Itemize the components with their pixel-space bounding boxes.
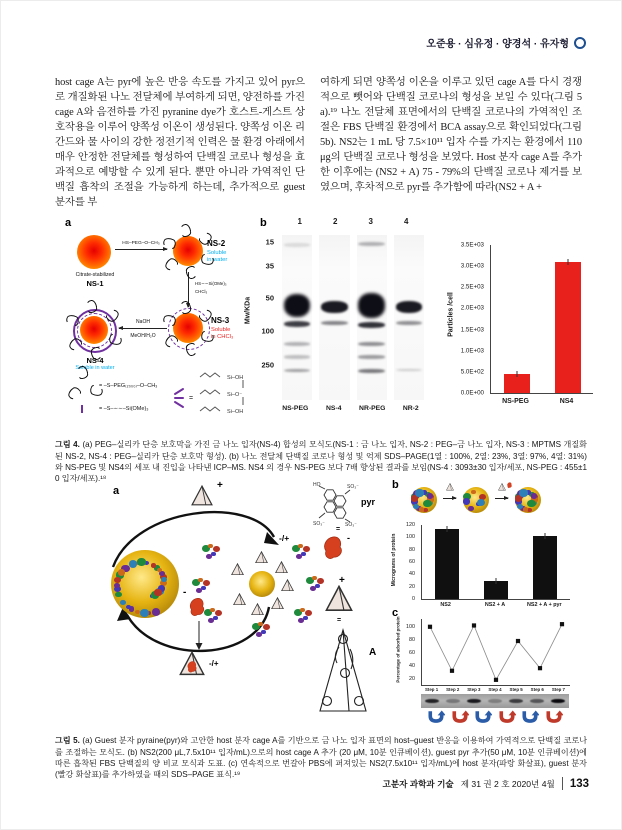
released-protein	[305, 573, 327, 593]
peg-chain-loop	[185, 342, 198, 356]
svg-text:Si–OH: Si–OH	[227, 375, 244, 381]
bar-slot	[471, 525, 520, 599]
gel-tick-label: 35	[265, 261, 274, 271]
protein-dot	[126, 605, 131, 610]
figure-5-caption	[55, 735, 587, 781]
protein-band	[284, 342, 311, 346]
protein-dot	[303, 546, 310, 552]
data-bar	[484, 581, 508, 600]
pyranine-structure-drawing	[313, 481, 359, 532]
bound-pyranine-blob	[187, 661, 197, 674]
protein-dot	[317, 578, 324, 584]
protein-band	[284, 243, 311, 246]
x-step-label: Step 2	[446, 687, 460, 692]
footer-divider	[562, 777, 563, 790]
protein-dot	[161, 577, 167, 583]
figure-4-caption-label: 그림 4.	[55, 440, 80, 450]
protein-dot	[263, 624, 270, 630]
protein-dot	[415, 489, 424, 497]
mini-corona-3	[511, 485, 545, 515]
strip-protein-band	[530, 699, 544, 704]
figure-4-caption-text: (a) PEG–실리카 단층 보호막을 가진 금 나노 입자(NS-4) 합성의 모식도(NS-1 : 금 나노 입자, NS-2 : PEG–금 나노 입자, NS-3 : MPTMS 개질화된 NS-2, NS-4 : PEG–실리카 단층 보호막 형성). (b) 나노 전달체 단백질 코로나 형성 및 억제 SDS–PAGE(1열 : 100%, 2열: 23%, 3열: 97%, 4열: 31%)와 NS-PEG 및 NS4의 세포 내 진입을 나타낸 ICP–MS. NS4 의 경우 NS-PEG 보다 7배 향상된 결과를 보임(NS-4 : 3093±30 입자/세포, NS-PEG : 455±10 입자/세포).¹⁸	[55, 440, 587, 484]
gel-lane-number: 4	[404, 217, 409, 226]
ns2-solubility-1: Soluble	[207, 250, 227, 256]
svg-text:Si–O⁻: Si–O⁻	[227, 392, 243, 398]
cage-a-label: A	[369, 647, 377, 658]
mini-arrow-1	[443, 498, 456, 499]
x-step-label: Step 1	[424, 687, 439, 692]
mini-corona-1	[407, 485, 441, 515]
complex-charge-label: -/+	[209, 659, 219, 668]
bound-cage-icon	[233, 593, 246, 606]
protein-dot	[519, 489, 528, 497]
protein-corona-nanoparticle	[100, 541, 190, 627]
strip-protein-band	[551, 699, 565, 704]
issue-info: 제 31 권 2 호 2020년 4월	[460, 778, 555, 789]
mini-add-cage-icon	[446, 483, 454, 491]
figure-5a-label: a	[113, 485, 120, 497]
gel-tick-label: 50	[265, 293, 274, 303]
protein-band	[284, 369, 311, 372]
pyr-equals: =	[336, 526, 341, 533]
x-category-label: NS-PEG	[502, 398, 529, 405]
protein-dot	[527, 500, 536, 508]
x-category-label: NS2	[440, 602, 451, 608]
chart-y-ticks	[401, 522, 417, 602]
released-protein	[203, 605, 225, 625]
u-arrow-icon	[451, 710, 469, 729]
protein-dot	[301, 552, 306, 556]
strip-protein-band	[467, 699, 481, 704]
figure-5-caption-text: (a) Guest 분자 pyraine(pyr)와 고안한 host 분자 cage A를 기반으로 금 나노 입자 표면의 host–guest 반응을 이용하여 가역적으로 단백질 코로나를 조절하는 모식도. (b) NS2(200 μL,7.5x10¹¹ 입자/mL)으로의 host cage A 추가 (20 μM, 10분 인큐베이션), guest pyr 추가(50 μM, 10분 인큐베이션)에 따른 흡착된 FBS 단백질의 양 비교 모식과 도표. (c) 연속적으로 번갈아 PBS에 퍼져있는 NS2(7.5x10¹¹ 입자/mL)에 host 분자(파랑 화살표), guest 분자(빨강 화살표)를 추가하였을 때의 SDS–PAGE 표식.¹⁹	[55, 736, 588, 780]
data-bar	[435, 529, 459, 599]
protein-band	[284, 355, 311, 358]
protein-dot	[463, 498, 470, 504]
figure-5	[55, 479, 587, 725]
released-protein	[291, 541, 313, 561]
gel-y-axis-label: Mw/KDa	[244, 296, 252, 325]
chart-y-ticks	[401, 619, 417, 685]
error-bar	[495, 578, 496, 584]
bound-cage-icon	[231, 563, 244, 576]
protein-band	[321, 321, 348, 325]
cage-structure-drawing	[317, 627, 369, 724]
released-protein	[191, 575, 213, 595]
strip-protein-band	[425, 699, 439, 704]
protein-dot	[305, 610, 312, 616]
author-link-icon[interactable]	[574, 37, 586, 49]
gel-lane-label: NS-PEG	[282, 405, 309, 412]
chart-plot-area	[421, 525, 570, 600]
protein-dot	[427, 493, 433, 498]
protein-dot	[208, 544, 213, 548]
gel-tick-label: 15	[265, 237, 274, 247]
x-category-label: NS4	[559, 398, 574, 405]
protein-dot	[298, 618, 304, 623]
error-bar	[545, 533, 546, 539]
gel-lane-label: NR-2	[402, 405, 419, 412]
strip-lane	[484, 699, 505, 704]
gel-lane-nr-2	[394, 235, 424, 400]
chart-plot-area	[421, 619, 570, 686]
figure-4a-label: a	[65, 217, 72, 229]
ns3-solubility-2: in CHCl₃	[211, 334, 234, 340]
ns2-name: NS-2	[207, 239, 226, 248]
x-step-label: Step 7	[551, 687, 565, 692]
chart-y-axis-label: Percentage of adsorbed protein	[395, 616, 401, 683]
protein-dot	[310, 586, 316, 591]
protein-band	[358, 342, 385, 346]
mini-arrow-2	[495, 498, 508, 499]
journal-title: 고분자 과학과 기술	[382, 778, 454, 789]
u-arrow-icon	[498, 710, 516, 729]
gel-y-ticks	[251, 235, 277, 400]
ns3-solubility-1: Soluble	[211, 327, 231, 333]
strip-lane	[527, 699, 548, 704]
figure-4	[55, 215, 587, 427]
y-tick-label: 60	[409, 559, 415, 565]
x-step-label: Step 5	[509, 687, 523, 692]
strip-lane	[506, 699, 527, 704]
protein-band	[358, 293, 385, 318]
gel-lane-nr-peg	[357, 235, 387, 400]
protein-dot	[531, 493, 537, 498]
bar-slot	[542, 245, 593, 393]
strip-lane	[442, 699, 463, 704]
sds-page-strip	[421, 694, 569, 708]
nanoparticle-ns1	[77, 235, 111, 269]
y-tick-label: 0	[412, 596, 415, 602]
page-number: 133	[569, 777, 589, 790]
protein-dot	[298, 544, 303, 548]
protein-dot	[261, 630, 266, 634]
protein-dot	[523, 507, 528, 511]
pyr-label: pyr	[361, 497, 376, 507]
figure-4-caption	[55, 439, 587, 485]
protein-band	[284, 321, 311, 327]
protein-dot	[137, 558, 146, 566]
y-tick-label: 100	[406, 623, 415, 630]
y-tick-label: 1.0E+03	[460, 347, 484, 355]
step1-reagent: HS–PEG–O–CH₃	[122, 241, 160, 246]
cage-plus-charge: +	[217, 480, 223, 491]
protein-dot	[208, 618, 214, 623]
y-tick-label: 100	[406, 534, 415, 541]
protein-dot	[296, 554, 302, 559]
protein-dot	[140, 609, 149, 617]
data-bar	[504, 374, 530, 393]
mini-corona-2	[459, 485, 493, 515]
svg-text:HO: HO	[313, 482, 321, 488]
icpms-bar-chart	[440, 223, 600, 423]
gold-nanoparticle	[249, 571, 275, 597]
protein-band	[321, 301, 348, 313]
protein-dot	[213, 616, 218, 620]
protein-dot	[201, 586, 206, 590]
y-tick-label: 80	[409, 546, 415, 553]
chart-y-axis-label: Micrograms of protein	[391, 533, 397, 587]
data-bar	[533, 536, 557, 599]
strip-protein-band	[488, 699, 502, 704]
chart-x-labels	[421, 602, 569, 608]
cage-equals: =	[337, 617, 342, 624]
protein-dot	[151, 563, 156, 567]
body-text-left-column: host cage A는 pyr에 높은 반응 속도를 가지고 있어 pyr으로 개질화된 나노 전달체에 부여하게 되면, 양전하를 가진 cage A와 음전하를 가진 pyranine dye가 호스트-게스트 상호작용을 이루어 양쪽성 이온이 생성된다. 양쪽성 이온 리간드와 물 사이의 강한 정전기적 인력은 물 환경 아래에서 매우 안정한 전달체를 형성하여 단백질 코로나 형성을 효과적으로 예방할 수 있게 된다. 뿐만 아니라 가역적인 단백질 흡착의 조절을 가능하게 하는데, 추가적으로 guest 분자를 부	[55, 77, 305, 208]
protein-dot	[115, 592, 121, 598]
x-step-label: Step 3	[467, 687, 481, 692]
protein-dot	[315, 584, 320, 588]
protein-dot	[198, 578, 203, 582]
gel-lane-label: NS-4	[326, 405, 342, 412]
pyranine-minus-charge: -	[183, 587, 187, 598]
y-tick-label: 5.0E+02	[460, 368, 484, 376]
y-tick-label: 40	[409, 662, 415, 669]
u-arrow-icon	[427, 710, 445, 729]
released-protein	[251, 619, 273, 639]
y-tick-label: 60	[409, 649, 415, 656]
gel-lane-labels	[276, 405, 430, 412]
bound-cage-icon	[271, 597, 284, 610]
pyranine-blob	[189, 597, 205, 619]
error-bar	[516, 371, 517, 377]
author-names: 오준용 · 심유정 · 양경석 · 유자형	[426, 39, 569, 50]
error-bar	[446, 526, 447, 532]
x-step-label: Step 4	[488, 687, 502, 692]
protein-dot	[423, 500, 432, 508]
chart-x-labels	[490, 398, 592, 405]
protein-dot	[300, 608, 305, 612]
strip-protein-band	[446, 699, 460, 704]
ns2-solubility-2: in water	[207, 257, 228, 263]
released-protein	[201, 541, 223, 561]
peg-chain-loop	[66, 385, 83, 402]
cage-charge-label: -/+	[279, 533, 290, 543]
bar-slot	[521, 525, 570, 599]
y-tick-label: 0.0E+00	[460, 389, 484, 397]
reaction-arrow-1	[115, 249, 167, 250]
protein-band	[358, 369, 385, 373]
u-arrow-icon	[545, 710, 563, 729]
bar-slot	[422, 525, 471, 599]
silane-legend-text: = –S–∼∼–Si(OMe)₃	[99, 406, 149, 412]
nanoparticle-ns4	[80, 316, 108, 344]
protein-dot	[213, 546, 220, 552]
protein-band	[284, 294, 311, 317]
protein-dot	[129, 560, 138, 568]
line-series	[422, 619, 570, 685]
silane-legend-tick	[81, 405, 83, 413]
ns1-name: NS-1	[86, 279, 104, 288]
gel-lane-number: 2	[333, 217, 338, 226]
protein-dot	[206, 554, 212, 559]
step2-reagent: HS∼∼Si(OMe)₃	[195, 281, 227, 286]
figure-4b-label: b	[260, 217, 267, 229]
gel-tick-label: 100	[261, 326, 274, 336]
cage-legend-plus: +	[339, 575, 345, 586]
ns4-solubility: Soluble in water	[75, 365, 115, 371]
step2-solvent: CHCl₃	[195, 289, 208, 294]
chart-x-labels	[421, 687, 569, 692]
bound-cage-icon	[275, 561, 288, 574]
protein-band	[358, 242, 385, 246]
step3-solvent: MeOH/H₂O	[130, 333, 156, 339]
pyranine-legend-blob	[323, 535, 343, 563]
protein-dot	[258, 622, 263, 626]
chart-plot-area	[490, 245, 593, 394]
pyranine-legend-charge: -	[347, 533, 350, 543]
protein-dot	[215, 610, 222, 616]
ns3-name: NS-3	[211, 316, 230, 325]
y-tick-label: 3.0E+03	[460, 262, 484, 270]
strip-protein-band	[509, 699, 523, 704]
x-step-label: Step 6	[530, 687, 544, 692]
protein-dot	[203, 580, 210, 586]
body-text-right-column: 여하게 되면 양쪽성 이온을 이루고 있던 cage A를 다시 경쟁적으로 뺏어와 단백질 코로나의 형성을 보일 수 있다(그림 5a).¹⁹ 나노 전달체 표면에서의 단백질 코로나의 가역적인 조절은 FBS 단백질 환경에서 BCA assay으로 확인되었다(그림 5b). NS2는 1 mL 당 7.5×10¹¹ 입자 수를 가지는 환경에서 110 μg의 단백질 코로나 형성을 보였다. Host 분자 cage A를 추가한 이후에는 (NS2 + A) 75 - 79%의 단백질 코로나 제거를 보였으며, 후차적으로 pyr를 추가함에 따라(NS2 + A +	[320, 77, 582, 193]
protein-band	[396, 321, 423, 325]
mini-add-cage-icon	[498, 483, 506, 491]
bound-cage-icon	[251, 603, 264, 616]
gel-lane-ns-4	[319, 235, 349, 400]
y-tick-label: 1.5E+03	[460, 326, 484, 334]
silica-bracket-icon	[173, 387, 185, 414]
host-guest-arrows	[427, 710, 563, 729]
protein-dot	[211, 552, 216, 556]
gel-lane-label: NR-PEG	[359, 405, 386, 412]
strip-lane	[463, 699, 484, 704]
error-bar	[567, 259, 568, 265]
protein-band	[396, 369, 423, 371]
gel-image	[282, 235, 424, 400]
y-tick-label: 2.0E+03	[460, 304, 484, 312]
bound-cage-icon	[281, 579, 294, 592]
page-footer	[383, 777, 589, 790]
y-tick-label: 3.5E+03	[460, 241, 484, 249]
strip-lane	[421, 699, 442, 704]
strip-lane	[548, 699, 569, 704]
svg-text:Si–OH: Si–OH	[227, 409, 244, 415]
figure-5c-label: c	[392, 607, 399, 619]
figure-5b-label: b	[392, 479, 399, 491]
figure-5-caption-label: 그림 5.	[55, 736, 80, 746]
y-tick-label: 2.5E+03	[460, 283, 484, 291]
y-tick-label: 120	[406, 522, 415, 528]
cage-legend-tetrahedron	[325, 585, 353, 613]
ns4-name: NS-4	[86, 356, 104, 365]
gel-tick-label: 250	[261, 360, 274, 370]
y-tick-label: 80	[409, 636, 415, 643]
released-protein	[293, 605, 315, 625]
x-category-label: NS2 + A + pyr	[526, 602, 562, 608]
silica-legend-equals: =	[189, 395, 194, 402]
protein-band	[396, 301, 423, 313]
step3-reagent: NaOH	[136, 319, 150, 325]
protein-dot	[118, 569, 126, 576]
svg-text:SO₃⁻: SO₃⁻	[313, 521, 325, 527]
protein-dot	[312, 576, 317, 580]
reaction-arrow-3	[119, 328, 167, 329]
y-tick-label: 40	[409, 571, 415, 578]
gel-lane-number: 3	[368, 217, 373, 226]
ns1-caption: Citrate-stabilized	[75, 272, 115, 278]
page-header	[426, 35, 586, 50]
protein-dot	[196, 588, 202, 593]
bar-slot	[491, 245, 542, 393]
gel-lane-numbers	[282, 217, 424, 226]
protein-band	[358, 355, 385, 358]
chart-y-ticks	[448, 241, 486, 397]
svg-text:SO₃⁻: SO₃⁻	[345, 522, 357, 527]
protein-band	[358, 322, 385, 328]
peg-chain-loop	[185, 265, 198, 279]
u-arrow-icon	[474, 710, 492, 729]
peg-legend-text: = –S–PEG₍₂₀₀₀₎–O–CH₃	[99, 383, 158, 389]
svg-text:SO₃⁻: SO₃⁻	[347, 484, 359, 490]
gel-lane-number: 1	[297, 217, 302, 226]
data-bar	[555, 262, 581, 393]
y-tick-label: 20	[409, 675, 415, 682]
gel-lane-ns-peg	[282, 235, 312, 400]
protein-dot	[419, 507, 424, 511]
cage-tetrahedron-icon	[191, 485, 213, 507]
u-arrow-icon	[521, 710, 539, 729]
x-category-label: NS2 + A	[484, 602, 506, 608]
protein-dot	[210, 608, 215, 612]
chart-y-axis-label: Particles /cell	[447, 292, 455, 337]
protein-dot	[256, 632, 262, 637]
protein-dot	[303, 616, 308, 620]
y-tick-label: 20	[409, 583, 415, 590]
protein-dot	[154, 589, 162, 596]
bound-cage-icon	[255, 551, 268, 564]
